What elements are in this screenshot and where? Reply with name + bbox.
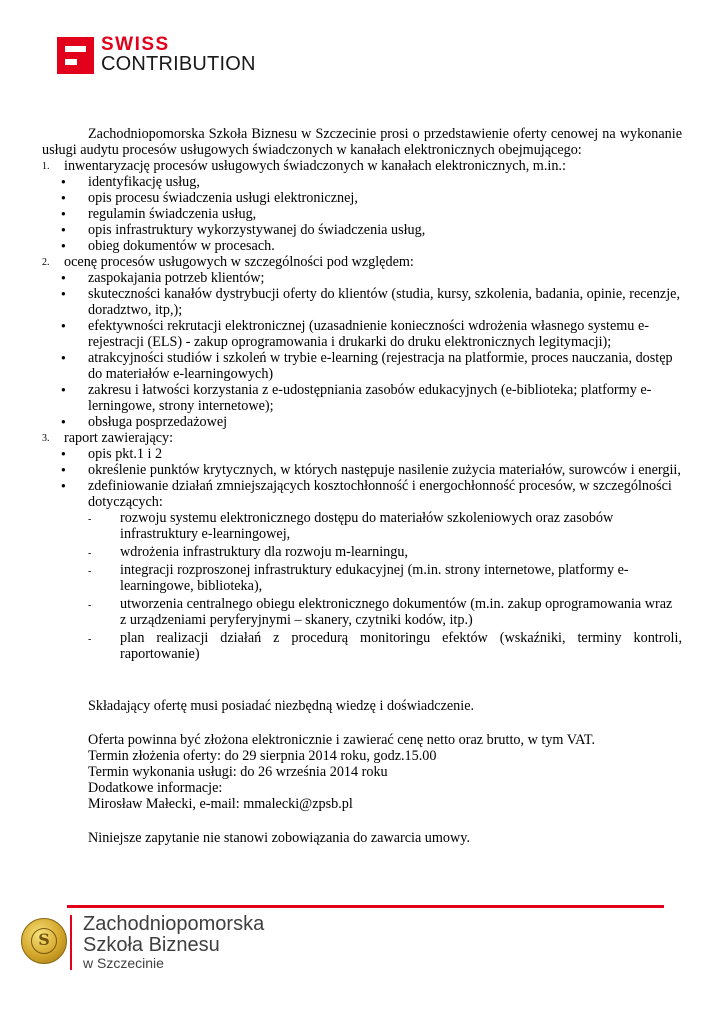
list-item: - wdrożenia infrastruktury dla rozwoju m-learningu, — [42, 544, 682, 560]
list-item: ● regulamin świadczenia usług, — [42, 206, 682, 222]
list-item: ● zdefiniowanie działań zmniejszających kosztochłonność i energochłonność procesów, w szczególności dotyczących: — [42, 478, 682, 510]
list-item: ● zakresu i łatwości korzystania z e-udostępniania zasobów edukacyjnych (e-biblioteka; platformy e-lerningowe, strony internetowe); — [42, 382, 682, 414]
document-body — [42, 126, 682, 846]
deadline-offer: Termin złożenia oferty: do 29 sierpnia 2014 roku, godz.15.00 — [88, 748, 437, 764]
section-number: 3. — [42, 433, 50, 444]
list-item: ● identyfikację usług, — [42, 174, 682, 190]
footer-divider — [67, 905, 664, 908]
list-item: ● zaspokajania potrzeb klientów; — [42, 270, 682, 286]
intro-paragraph: Zachodniopomorska Szkoła Biznesu w Szczecinie prosi o przedstawienie oferty cenowej na wykonanie usługi audytu procesów usługowych świadczonych w kanałach elektronicznych obejmującego: — [42, 126, 682, 158]
section-2 — [42, 254, 682, 430]
section-title: inwentaryzację procesów usługowych świadczonych w kanałach elektronicznych, m.in.: — [64, 158, 566, 174]
bullet-list — [42, 270, 682, 430]
school-seal-icon: S — [21, 918, 67, 964]
list-item: ● określenie punktów krytycznych, w których następuje nasilenie zużycia materiałów, surowców i energii, — [42, 462, 682, 478]
list-item: ● atrakcyjności studiów i szkoleń w trybie e-learning (rejestracja na platformie, proces nauczania, dostęp do materiałów e-learningowych) — [42, 350, 682, 382]
footer-vertical-divider — [70, 915, 72, 970]
requirement-text: Składający ofertę musi posiadać niezbędną wiedzę i doświadczenie. — [88, 698, 475, 714]
list-item: ● opis procesu świadczenia usługi elektronicznej, — [42, 190, 682, 206]
swiss-contribution-logo — [57, 36, 257, 80]
dash-list — [42, 510, 682, 662]
list-item: - rozwoju systemu elektronicznego dostępu do materiałów szkoleniowych oraz zasobów infrastruktury e-learningowej, — [42, 510, 682, 542]
swiss-cross-icon — [57, 37, 94, 74]
section-1 — [42, 158, 682, 254]
logo-contribution-text: CONTRIBUTION — [101, 53, 256, 75]
list-item: ● obieg dokumentów w procesach. — [42, 238, 682, 254]
section-3 — [42, 430, 682, 662]
list-item: - plan realizacji działań z procedurą monitoringu efektów (wskaźniki, terminy kontroli, raportowanie) — [42, 630, 682, 662]
list-item: - utworzenia centralnego obiegu elektronicznego dokumentów (m.in. zakup oprogramowania wraz z urządzeniami peryferyjnymi – skanery, czytniki kodów, itp.) — [42, 596, 682, 628]
school-name-line3: w Szczecinie — [83, 955, 164, 971]
section-number: 1. — [42, 161, 50, 172]
list-item: ● efektywności rekrutacji elektronicznej (uzasadnienie konieczności wdrożenia własnego systemu e-rejestracji (ELS) - zakup oprogramowania i drukarki do druku elektronicznych legitymacji); — [42, 318, 682, 350]
bullet-list — [42, 446, 682, 510]
bullet-list — [42, 174, 682, 254]
list-item: - integracji rozproszonej infrastruktury edukacyjnej (m.in. strony internetowe, platformy e-learningowe, biblioteka), — [42, 562, 682, 594]
logo-swiss-text: SWISS — [101, 34, 170, 55]
school-name-line1: Zachodniopomorska — [83, 913, 265, 935]
offer-line: Oferta powinna być złożona elektronicznie i zawierać cenę netto oraz brutto, w tym VAT. — [88, 732, 595, 748]
deadline-service: Termin wykonania usługi: do 26 września 2014 roku — [88, 764, 388, 780]
additional-info-label: Dodatkowe informacje: — [88, 780, 223, 796]
section-title: raport zawierający: — [64, 430, 174, 446]
section-number: 2. — [42, 257, 50, 268]
list-item: ● opis pkt.1 i 2 — [42, 446, 682, 462]
contact-info: Mirosław Małecki, e-mail: mmalecki@zpsb.pl — [88, 796, 353, 812]
list-item: ● obsługa posprzedażowej — [42, 414, 682, 430]
section-title: ocenę procesów usługowych w szczególności pod względem: — [64, 254, 414, 270]
disclaimer-text: Niniejsze zapytanie nie stanowi zobowiązania do zawarcia umowy. — [88, 830, 470, 846]
school-name-line2: Szkoła Biznesu — [83, 934, 220, 956]
school-logo-text — [83, 914, 264, 971]
list-item: ● skuteczności kanałów dystrybucji oferty do klientów (studia, kursy, szkolenia, badania, opinie, recenzje, doradztwo, itp,); — [42, 286, 682, 318]
list-item: ● opis infrastruktury wykorzystywanej do świadczenia usług, — [42, 222, 682, 238]
